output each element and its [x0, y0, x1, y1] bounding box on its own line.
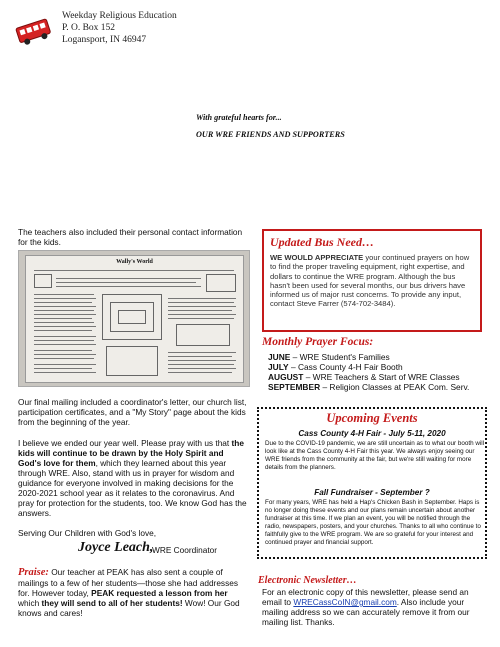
bus-need-box	[262, 229, 482, 332]
bus-need-text: WE WOULD APPRECIATE your continued prayers on how to find the proper traveling equipment, right expertise, and dollars to continue the WRE program. Although the bus hasn't been used for several months, our bus drivers have informed us of major rust concerns. To provide any input, contact Steve Farrer (574-702-3484).	[270, 253, 470, 309]
final-mailing-paragraph: Our final mailing included a coordinator's letter, our church list, participation certificates, and a "My Story" page about the kids from the beginning of the year.	[18, 397, 247, 427]
thanks-line-1: With grateful hearts for...	[196, 113, 282, 122]
list-item: JUNE – WRE Student's Families	[268, 352, 390, 362]
teachers-paragraph: The teachers also included their personal contact information for the kids.	[18, 227, 243, 247]
e-newsletter-text: For an electronic copy of this newsletter, please send an email to WRECassCoIN@gmail.com. Also include your mailing address so we can accurately remove it from our mailing list. Thanks.	[262, 587, 470, 627]
school-bus-logo-icon	[14, 10, 54, 50]
prayer-focus-heading: Monthly Prayer Focus:	[262, 336, 374, 348]
prayer-paragraph: I believe we ended our year well. Please pray with us that the kids will continue to be drawn by the Holy Spirit and God's love for them, which they learned about this year through WRE. Also, stand with us in prayer for wisdom and guidance for everyone involved in making decisions for the 2020-2021 school year as it relates to the coronavirus. And pray for protection for the students, too. We know God has the answers.	[18, 438, 247, 518]
thanks-line-2: OUR WRE FRIENDS AND SUPPORTERS	[196, 130, 345, 139]
closing-line: Serving Our Children with God's love,	[18, 528, 157, 538]
praise-paragraph: Praise: Our teacher at PEAK has also sent a couple of mailings to a few of her students—those she had addresses for. However today, PEAK requested a lesson from her which they will send to all of her students! Wow! Our God knows and cares!	[18, 567, 240, 618]
event-1-text: Due to the COVID-19 pandemic, we are still uncertain as to what our booth will look like at the Cass County 4-H Fair this year. We always enjoy seeing our WRE friends from the community at the fair, but we're still waiting for more details from the planners.	[265, 440, 485, 471]
events-heading: Upcoming Events	[326, 411, 418, 425]
email-link[interactable]: WRECassCoIN@gmail.com	[293, 597, 397, 607]
event-2-title: Fall Fundraiser - September ?	[314, 488, 430, 497]
list-item: SEPTEMBER – Religion Classes at PEAK Com. Serv.	[268, 382, 470, 392]
newsletter-photo-title: Wally's World	[116, 259, 153, 265]
po-box: P. O. Box 152	[62, 23, 116, 33]
event-2-text: For many years, WRE has held a Hap's Chicken Bash in September. Haps is no longer doing these events and our plans remain uncertain about another fundraiser at this time. If we plan an event, you will be notified through the radio, newspapers, posters, and your churches. Thanks to all who continue to faithfully give to the WRE program. We are so grateful for your interest and continued prayer and financial support.	[265, 499, 481, 546]
newsletter-photo	[18, 250, 250, 387]
signature-role: WRE Coordinator	[152, 545, 218, 555]
e-newsletter-heading: Electronic Newsletter…	[258, 575, 357, 586]
praise-heading: Praise:	[18, 567, 49, 578]
prayer-emphasis: the kids will continue to be drawn by the Holy Spirit and God's love for them	[18, 438, 244, 468]
event-1-title: Cass County 4-H Fair - July 5-11, 2020	[298, 429, 446, 438]
list-item: JULY – Cass County 4-H Fair Booth	[268, 362, 403, 372]
mailing-address	[62, 10, 177, 46]
org-name: Weekday Religious Education	[62, 11, 177, 21]
signature: Joyce Leach,	[78, 540, 154, 555]
list-item: AUGUST – WRE Teachers & Start of WRE Classes	[268, 372, 460, 382]
city-line: Logansport, IN 46947	[62, 35, 147, 45]
prayer-focus-list	[268, 352, 488, 392]
upcoming-events-box	[257, 407, 487, 559]
bus-need-heading: Updated Bus Need…	[270, 235, 374, 249]
newsletter-page	[25, 255, 244, 383]
